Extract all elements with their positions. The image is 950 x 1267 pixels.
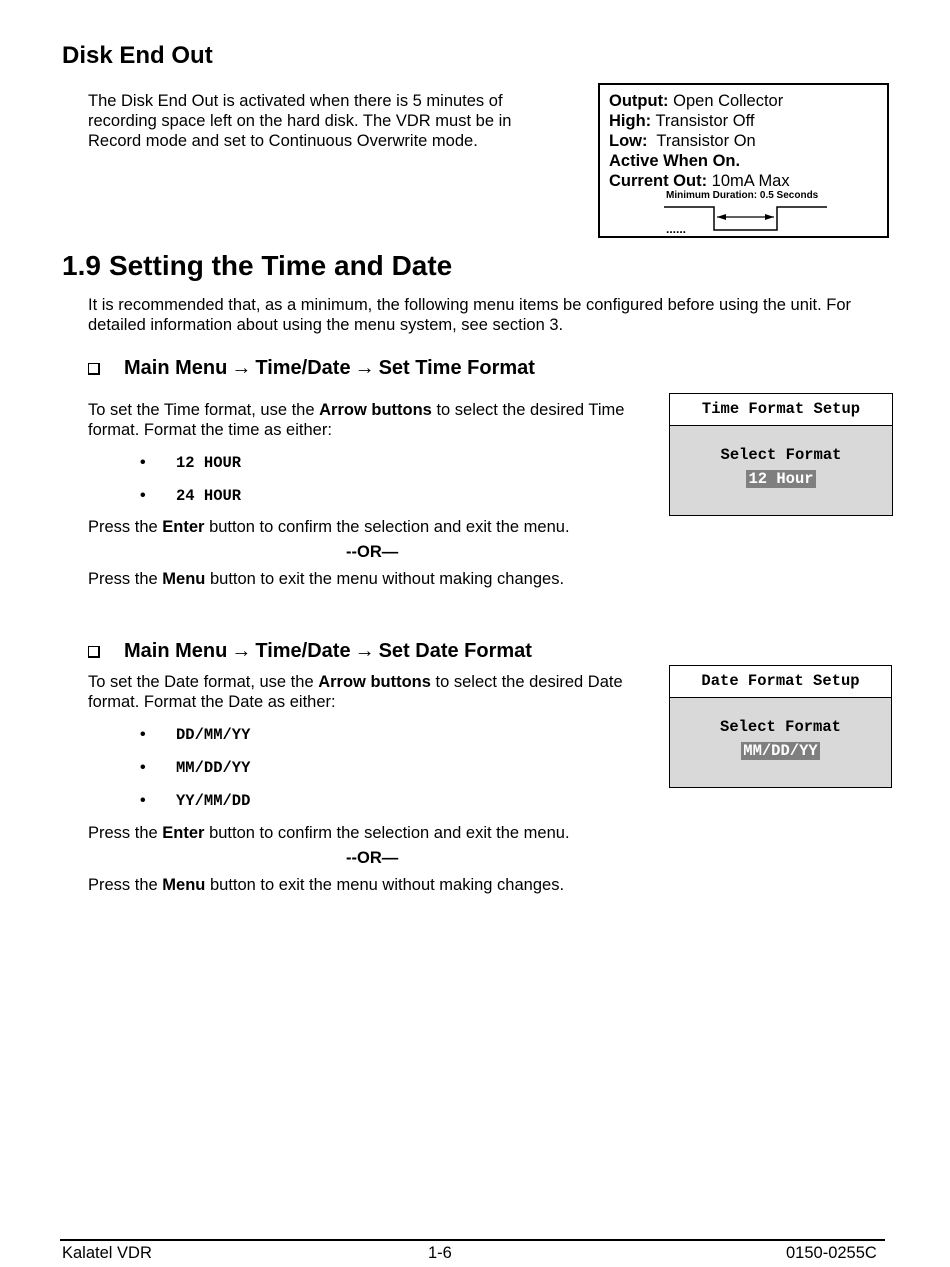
list-item: • 12 HOUR (140, 454, 242, 472)
right-arrow-icon: → (231, 640, 252, 662)
time-format-instructions: To set the Time format, use the Arrow buttons to select the desired Time format. Format the time as either: (88, 401, 625, 439)
spec-lines (609, 91, 790, 191)
menu-label: Select Format (720, 446, 842, 464)
checkbox-bullet-icon (88, 363, 100, 375)
date-format-setup-screen (669, 665, 892, 788)
time-menu-instruction: Press the Menu button to exit the menu without making changes. (88, 570, 565, 588)
list-item: • YY/MM/DD (140, 792, 251, 810)
pulse-diagram (664, 203, 834, 235)
spec-current: Current Out: 10mA Max (609, 172, 790, 190)
heading-disk-end-out: Disk End Out (62, 42, 213, 69)
spec-active: Active When On. (609, 152, 741, 170)
footer-page-number: 1-6 (428, 1244, 452, 1262)
output-spec-box (598, 83, 889, 238)
pulse-dots: ...... (666, 222, 687, 235)
footer-doc-number: 0150-0255C (786, 1244, 877, 1262)
date-format-instructions: To set the Date format, use the Arrow buttons to select the desired Date format. Format the Date as either: (88, 673, 623, 711)
right-arrow-icon: → (354, 640, 375, 662)
footer-product: Kalatel VDR (62, 1244, 152, 1262)
date-menu-instruction: Press the Menu button to exit the menu without making changes. (88, 876, 565, 894)
right-arrow-icon: → (231, 357, 252, 379)
menu-title: Date Format Setup (670, 666, 891, 698)
spec-high: High: Transistor Off (609, 112, 755, 130)
spec-low: Low: Transistor On (609, 132, 756, 150)
checkbox-bullet-icon (88, 646, 100, 658)
pulse-waveform (664, 207, 827, 230)
section-heading (62, 250, 452, 282)
list-item: • DD/MM/YY (140, 726, 251, 744)
menu-label: Select Format (720, 718, 841, 736)
footer-rule (60, 1239, 885, 1241)
right-arrow-icon: → (354, 357, 375, 379)
time-format-menu-path: Main Menu → Time/Date → Set Time Format (88, 357, 535, 380)
section-title: Setting the Time and Date (108, 250, 453, 281)
list-item: • MM/DD/YY (140, 759, 251, 777)
time-format-setup-screen (669, 393, 893, 516)
selected-value: MM/DD/YY (743, 742, 818, 760)
duration-arrow-left (717, 214, 726, 220)
section-intro: It is recommended that, as a minimum, the following menu items be configured before using the unit. For detailed information about using the menu system, see section 3. (88, 296, 852, 334)
date-format-options (140, 725, 251, 824)
selected-value: 12 Hour (748, 470, 814, 488)
date-format-menu-path: Main Menu → Time/Date → Set Date Format (88, 640, 532, 663)
spec-output: Output: Open Collector (609, 92, 784, 110)
time-enter-instruction: Press the Enter button to confirm the selection and exit the menu. (88, 518, 570, 536)
date-or-separator: --OR— (346, 849, 399, 867)
date-enter-instruction: Press the Enter button to confirm the selection and exit the menu. (88, 824, 570, 842)
min-duration-label: Minimum Duration: 0.5 Seconds (666, 190, 819, 201)
menu-title: Time Format Setup (670, 394, 892, 426)
section-number: 1.9 (62, 250, 101, 281)
time-or-separator: --OR— (346, 543, 399, 561)
list-item: • 24 HOUR (140, 487, 242, 505)
duration-arrow-right (765, 214, 774, 220)
time-format-options (140, 453, 242, 519)
disk-end-out-description: The Disk End Out is activated when there is 5 minutes of recording space left on the hard disk. The VDR must be in Record mode and set to Continuous Overwrite mode. (88, 92, 512, 150)
